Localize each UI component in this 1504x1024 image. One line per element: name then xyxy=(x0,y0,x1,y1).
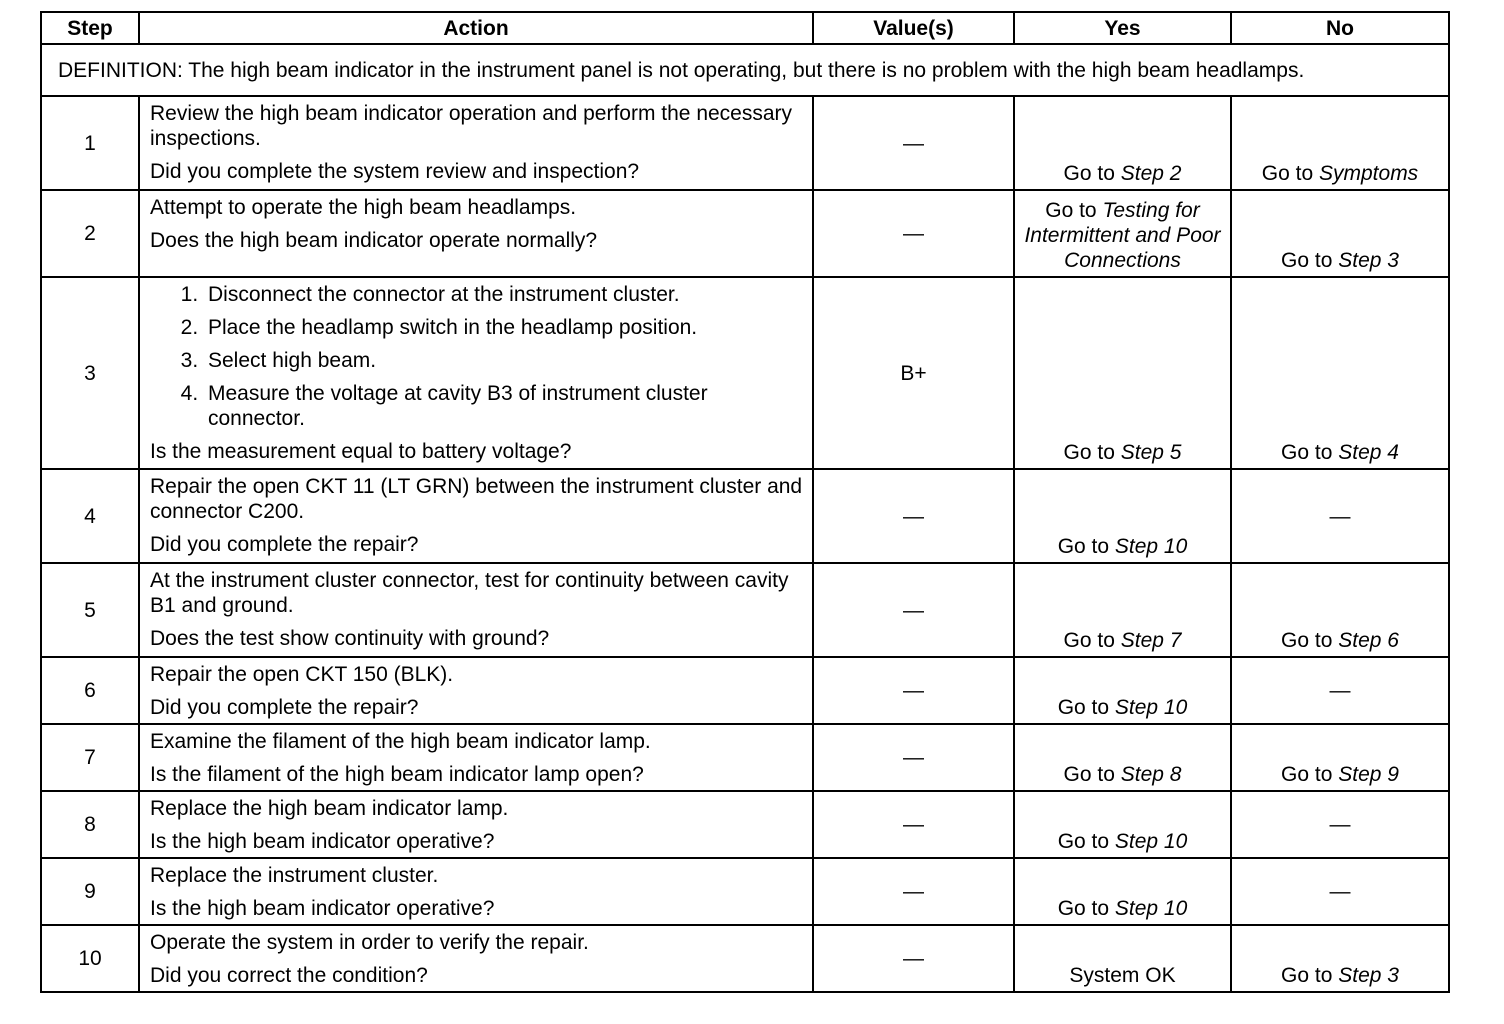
yes-cell xyxy=(1014,563,1231,657)
no-cell xyxy=(1231,96,1449,190)
no-prefix: Go to xyxy=(1281,441,1339,464)
step-number: 3 xyxy=(41,277,139,469)
yes-cell xyxy=(1014,791,1231,858)
no-cell xyxy=(1231,925,1449,992)
yes-step-link[interactable]: Step 10 xyxy=(1114,897,1188,920)
yes-cell xyxy=(1014,724,1231,791)
step-number: 1 xyxy=(41,96,139,190)
step-number: 4 xyxy=(41,469,139,563)
no-cell: — xyxy=(1231,657,1449,724)
yes-step-link[interactable]: Step 5 xyxy=(1120,441,1182,464)
yes-prefix: Go to xyxy=(1057,830,1115,853)
step-number: 7 xyxy=(41,724,139,791)
action-question: Did you complete the repair? xyxy=(150,696,419,719)
step-number: 9 xyxy=(41,858,139,925)
action-instruction: Operate the system in order to verify the repair. xyxy=(150,931,589,954)
yes-prefix: Go to xyxy=(1063,763,1121,786)
action-question: Did you correct the condition? xyxy=(150,964,428,987)
action-question: Is the filament of the high beam indicator lamp open? xyxy=(150,763,644,786)
action-question: Did you complete the system review and inspection? xyxy=(150,160,640,183)
action-instruction: Repair the open CKT 11 (LT GRN) between the instrument cluster and connector C200. xyxy=(150,475,803,523)
action-cell xyxy=(139,925,813,992)
value-cell: — xyxy=(813,858,1014,925)
action-cell xyxy=(139,657,813,724)
yes-cell: System OK xyxy=(1014,925,1231,992)
yes-cell xyxy=(1014,277,1231,469)
no-prefix: Go to xyxy=(1281,763,1339,786)
action-cell xyxy=(139,277,813,469)
table-row xyxy=(41,724,1449,791)
value-cell: — xyxy=(813,925,1014,992)
yes-prefix: Go to xyxy=(1045,199,1103,222)
step-number: 2 xyxy=(41,190,139,277)
substep-item: 1. Disconnect the connector at the instrument cluster. xyxy=(204,282,804,307)
header-values: Value(s) xyxy=(813,12,1014,44)
no-cell xyxy=(1231,190,1449,277)
no-cell: — xyxy=(1231,858,1449,925)
no-step-link[interactable]: Step 9 xyxy=(1338,763,1399,786)
table-row xyxy=(41,277,1449,469)
substep-item: 2. Place the headlamp switch in the headlamp position. xyxy=(204,315,804,340)
yes-step-link[interactable]: Testing for Intermittent and Poor Connections xyxy=(1024,199,1221,272)
action-cell xyxy=(139,724,813,791)
yes-step-link[interactable]: Step 10 xyxy=(1114,696,1188,719)
action-question: Does the high beam indicator operate normally? xyxy=(150,229,598,252)
action-instruction: Attempt to operate the high beam headlamps. xyxy=(150,196,577,219)
action-cell xyxy=(139,96,813,190)
no-cell: — xyxy=(1231,469,1449,563)
no-cell xyxy=(1231,563,1449,657)
substep-list xyxy=(150,282,804,431)
yes-prefix: Go to xyxy=(1063,629,1121,652)
definition-row xyxy=(41,44,1449,96)
yes-step-link[interactable]: Step 10 xyxy=(1114,830,1188,853)
action-instruction: Review the high beam indicator operation and perform the necessary inspections. xyxy=(150,102,793,150)
action-instruction: Examine the filament of the high beam indicator lamp. xyxy=(150,730,651,753)
action-question: Is the high beam indicator operative? xyxy=(150,897,495,920)
table-row xyxy=(41,96,1449,190)
no-cell xyxy=(1231,724,1449,791)
action-question: Is the measurement equal to battery voltage? xyxy=(150,440,572,463)
header-no: No xyxy=(1231,12,1449,44)
no-step-link[interactable]: Step 6 xyxy=(1338,629,1399,652)
value-cell: — xyxy=(813,724,1014,791)
no-prefix: Go to xyxy=(1281,249,1339,272)
substep-item: 4. Measure the voltage at cavity B3 of instrument cluster connector. xyxy=(204,381,804,431)
action-cell xyxy=(139,190,813,277)
value-cell: — xyxy=(813,563,1014,657)
value-cell: — xyxy=(813,791,1014,858)
no-step-link[interactable]: Symptoms xyxy=(1319,162,1419,185)
yes-prefix: Go to xyxy=(1063,441,1121,464)
table-row xyxy=(41,190,1449,277)
step-number: 5 xyxy=(41,563,139,657)
table-row xyxy=(41,791,1449,858)
yes-cell xyxy=(1014,858,1231,925)
step-number: 8 xyxy=(41,791,139,858)
table-row xyxy=(41,858,1449,925)
value-cell: — xyxy=(813,469,1014,563)
yes-prefix: Go to xyxy=(1057,897,1115,920)
action-cell xyxy=(139,791,813,858)
header-yes: Yes xyxy=(1014,12,1231,44)
yes-cell xyxy=(1014,469,1231,563)
definition-text: DEFINITION: The high beam indicator in the instrument panel is not operating, but there is no problem with the high beam headlamps. xyxy=(41,44,1449,96)
action-cell xyxy=(139,469,813,563)
table-row xyxy=(41,563,1449,657)
no-step-link[interactable]: Step 4 xyxy=(1338,441,1399,464)
diagnostic-table xyxy=(40,11,1450,993)
action-instruction: Replace the high beam indicator lamp. xyxy=(150,797,509,820)
table-row xyxy=(41,925,1449,992)
yes-step-link[interactable]: Step 7 xyxy=(1120,629,1182,652)
action-instruction: At the instrument cluster connector, test for continuity between cavity B1 and ground. xyxy=(150,569,789,617)
action-question: Does the test show continuity with ground? xyxy=(150,627,550,650)
no-cell: — xyxy=(1231,791,1449,858)
yes-cell xyxy=(1014,190,1231,277)
no-prefix: Go to xyxy=(1261,162,1319,185)
value-cell: — xyxy=(813,190,1014,277)
no-cell xyxy=(1231,277,1449,469)
header-row xyxy=(41,12,1449,44)
action-cell xyxy=(139,858,813,925)
no-prefix: Go to xyxy=(1281,629,1339,652)
yes-cell xyxy=(1014,657,1231,724)
table-row xyxy=(41,657,1449,724)
header-action: Action xyxy=(139,12,813,44)
action-question: Did you complete the repair? xyxy=(150,533,419,556)
action-question: Is the high beam indicator operative? xyxy=(150,830,495,853)
no-prefix: Go to xyxy=(1281,964,1339,987)
header-step: Step xyxy=(41,12,139,44)
yes-step-link[interactable]: Step 10 xyxy=(1114,535,1188,558)
step-number: 6 xyxy=(41,657,139,724)
table-row xyxy=(41,469,1449,563)
action-cell xyxy=(139,563,813,657)
yes-prefix: Go to xyxy=(1063,162,1121,185)
yes-prefix: Go to xyxy=(1057,696,1115,719)
step-number: 10 xyxy=(41,925,139,992)
action-instruction: Replace the instrument cluster. xyxy=(150,864,439,887)
value-cell: B+ xyxy=(813,277,1014,469)
no-step-link[interactable]: Step 3 xyxy=(1338,249,1399,272)
substep-item: 3. Select high beam. xyxy=(204,348,804,373)
value-cell: — xyxy=(813,657,1014,724)
yes-step-link[interactable]: Step 2 xyxy=(1120,162,1182,185)
yes-prefix: Go to xyxy=(1057,535,1115,558)
no-step-link[interactable]: Step 3 xyxy=(1338,964,1399,987)
yes-cell xyxy=(1014,96,1231,190)
action-instruction: Repair the open CKT 150 (BLK). xyxy=(150,663,454,686)
yes-step-link[interactable]: Step 8 xyxy=(1120,763,1182,786)
value-cell: — xyxy=(813,96,1014,190)
